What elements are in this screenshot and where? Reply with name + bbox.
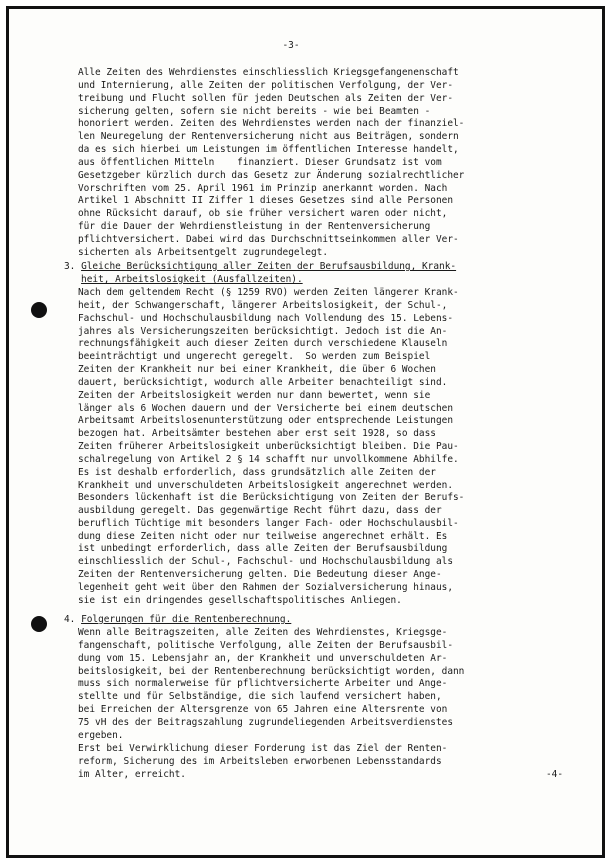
paragraph-line: treibung und Flucht sollen für jeden Deutschen als Zeiten der Ver- [78,92,454,104]
section-4-line: Wenn alle Beitragszeiten, alle Zeiten des Wehrdienstes, Kriegsge- [78,627,448,638]
section-3-heading-line-2: heit, Arbeitslosigkeit (Ausfallzeiten). [81,273,303,285]
section-3-line: heit, der Schwangerschaft, längerer Arbeitslosigkeit, der Schul-, [78,299,448,311]
paragraph-line: sicherten als Arbeitsentgelt zugrundegelegt. [78,246,329,258]
paragraph-line: Gesetzgeber kürzlich durch das Gesetz zur Änderung sozialrechtlicher [78,169,465,181]
paragraph-line: Vorschriften vom 25. April 1961 im Prinzip anerkannt worden. Nach [78,182,448,194]
section-3-line: beeinträchtigt und ungerecht geregelt. So werden zum Beispiel [78,351,431,363]
section-3-line: länger als 6 Wochen dauern und der Versicherte bei einem deutschen [78,402,454,414]
section-3-line: Krankheit und unverschuldeten Arbeitslosigkeit angerechnet werden. [78,479,454,491]
section-4-heading-text: Folgerungen für die Rentenberechnung. [81,614,292,625]
section-4-heading [64,614,584,627]
section-3-number: 3. [64,261,76,272]
section-3-line: dung diese Zeiten nicht oder nur teilweise angerechnet erhält. Es [78,530,448,542]
paragraph-line: für die Dauer der Wehrdienstleistung in der Rentenversicherung [78,221,431,233]
paragraph-wehrdienst [78,67,598,260]
section-3-line: beruflich Tüchtige mit besonders langer Fach- oder Hochschulausbil- [78,517,459,529]
section-3-heading-line-1: Gleiche Berücksichtigung aller Zeiten der Berufsausbildung, Krank- [81,261,457,272]
punch-hole-top [31,302,47,318]
section-4-line: fangenschaft, politische Verfolgung, alle Zeiten der Berufsausbil- [78,639,454,651]
section-3-line: einschliesslich der Schul-, Fachschul- und Hochschulausbildung als [78,556,454,568]
section-3-line: ist unbedingt erforderlich, dass alle Zeiten der Berufsausbildung [78,543,448,555]
section-3-line: sie ist ein dringendes gesellschaftspolitisches Anliegen. [78,594,402,606]
section-4-body [78,627,598,743]
next-page-marker: -4- [546,769,564,780]
section-3-line: jahres als Versicherungszeiten berücksichtigt. Jedoch ist die An- [78,325,448,337]
section-4-line: muss sich normalerweise für pflichtversicherte Arbeiter und Ange- [78,678,448,690]
section-3-line: Fachschul- und Hochschulausbildung nach Vollendung des 15. Lebens- [78,312,454,324]
section-3-line: Besonders lückenhaft ist die Berücksichtigung von Zeiten der Berufs- [78,492,465,503]
paragraph-line: und Internierung, alle Zeiten der politischen Verfolgung, der Ver- [78,79,454,91]
page-number: -3- [282,40,300,51]
paragraph-line: da es sich hierbei um Leistungen im öffentlichen Interesse handelt, [78,144,459,156]
section-4-number: 4. [64,614,76,625]
paragraph-line: sicherung gelten, sofern sie nicht bereits - wie bei Beamten - [78,105,431,117]
section-3-line: ausbildung geregelt. Das gegenwärtige Recht führt dazu, dass der [78,504,442,516]
section-4-line: beitslosigkeit, bei der Rentenberechnung berücksichtigt worden, dann [78,665,465,677]
section-4-line: bei Erreichen der Altersgrenze von 65 Jahren eine Altersrente von [78,704,448,716]
section-3-line: Zeiten der Rentenversicherung gelten. Die Bedeutung dieser Ange- [78,569,442,581]
section-3-heading [64,261,584,287]
paragraph-line: Alle Zeiten des Wehrdienstes einschliesslich Kriegsgefangenenschaft [78,67,459,78]
section-4-line: 75 vH des der Beitragszahlung zugrundeliegenden Arbeitsverdienstes [78,716,454,728]
section-3-body [78,287,598,493]
section-4-line: dung vom 15. Lebensjahr an, der Krankheit und unverschuldeten Ar- [78,652,448,664]
section-3-line: Zeiten der Krankheit nur bei einer Krankheit, die über 6 Wochen [78,364,436,376]
paragraph-line: pflichtversichert. Dabei wird das Durchschnittseinkommen aller Ver- [78,233,459,245]
section-3-line: Zeiten früherer Arbeitslosigkeit unberücksichtigt bleiben. Die Pau- [78,441,459,453]
paragraph-line: aus öffentlichen Mitteln finanziert. Dieser Grundsatz ist vom [78,156,442,168]
section-4-closing-line: Erst bei Verwirklichung dieser Forderung ist das Ziel der Renten- [78,743,448,754]
section-3-line: Zeiten der Arbeitslosigkeit werden nur dann bewertet, wenn sie [78,389,431,401]
section-3-line: schalregelung von Artikel 2 § 14 schafft nur unvollkommene Abhilfe. [78,453,459,465]
section-4-closing-line: reform, Sicherung des im Arbeitsleben erworbenen Lebensstandards [78,755,442,767]
section-3-line: Nach dem geltendem Recht (§ 1259 RVO) werden Zeiten längerer Krank- [78,287,459,298]
punch-hole-bottom [31,616,47,632]
paragraph-line: ohne Rücksicht darauf, ob sie früher versichert waren oder nicht, [78,208,448,220]
section-3-line: bezogen hat. Arbeitsämter bestehen aber erst seit 1928, so dass [78,428,436,440]
section-4-line: stellte und für Selbständige, die sich laufend versichert haben, [78,691,442,703]
section-4-line: ergeben. [78,729,124,741]
paragraph-line: Artikel 1 Abschnitt II Ziffer 1 dieses Gesetzes sind alle Personen [78,195,454,207]
section-3-line: Es ist deshalb erforderlich, dass grundsätzlich alle Zeiten der [78,466,436,478]
section-3-line: rechnungsfähigkeit auch dieser Zeiten durch verschiedene Klauseln [78,338,448,350]
section-4-closing [78,743,598,782]
section-3-body-2 [78,492,598,608]
paragraph-line: honoriert werden. Zeiten des Wehrdienstes werden nach der finanziel- [78,118,465,130]
section-3-line: legenheit geht weit über den Rahmen der Sozialversicherung hinaus, [78,581,454,593]
paragraph-line: len Neuregelung der Rentenversicherung nicht aus Beiträgen, sondern [78,131,459,143]
section-3-line: Arbeitsamt Arbeitslosenunterstützung oder entsprechende Leistungen [78,415,454,427]
section-3-line: dauert, berücksichtigt, wodurch alle Arbeiter benachteiligt sind. [78,376,448,388]
section-4-closing-line: im Alter, erreicht. [78,768,186,780]
